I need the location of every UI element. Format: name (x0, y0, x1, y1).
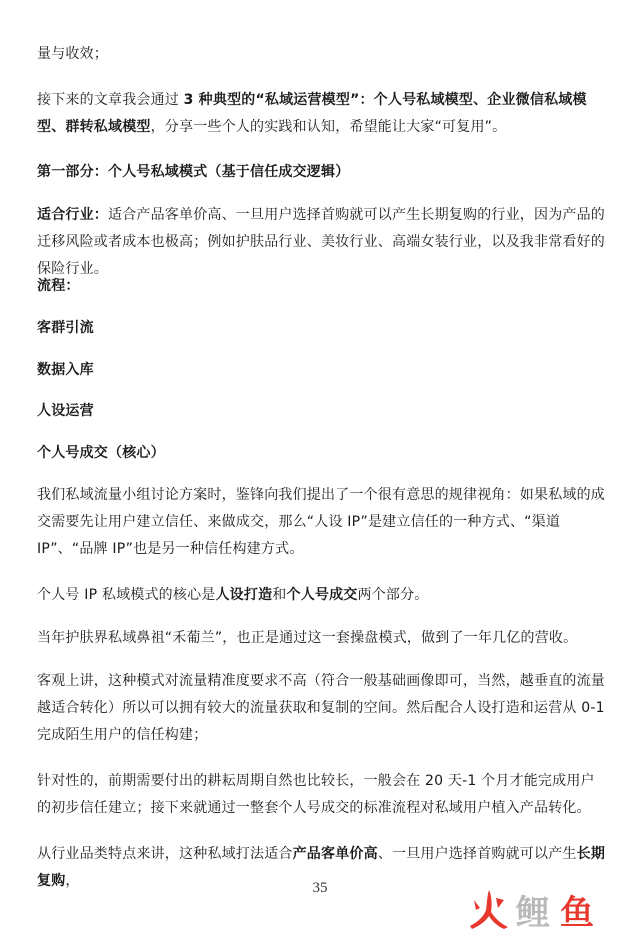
heading-step-data: 数据入库 (37, 362, 94, 378)
category-text: 从行业品类特点来讲，这种私域打法适合 (37, 846, 293, 862)
category-text-end: ， (65, 873, 80, 889)
category-text-mid: 、一旦用户选择首购就可以产生 (377, 846, 577, 862)
paragraph-period: 针对性的，前期需要付出的耕耘周期自然也比较长，一般会在 20 天-1 个月才能完成用户的初步信任建立；接下来就通过一整套个人号成交的标准流程对私域用户植入产品转化。 (37, 773, 595, 816)
overview-text: 接下来的文章我会通过 (37, 92, 184, 108)
heading-process: 流程： (37, 278, 80, 294)
watermark-text-yu: 鱼 (560, 893, 594, 932)
heading-step-persona: 人设运营 (37, 403, 94, 419)
fire-icon (470, 890, 508, 929)
paragraph-objective: 客观上讲，这种模式对流量精准度要求不高（符合一般基础画像即可，当然，越垂直的流量越适合转化）所以可以拥有较大的流量获取和复制的空间。然后配合人设打造和运营从 0-1 完成陌生用户的信任构建； (37, 673, 605, 743)
section-heading-part1: 第一部分：个人号私域模式（基于信任成交逻辑） (37, 164, 350, 180)
core-parts-text: 个人号 IP 私域模式的核心是 (37, 587, 216, 603)
core-parts-persona-bold: 人设打造 (215, 587, 273, 603)
core-parts-and: 和 (272, 587, 287, 603)
watermark-logo (470, 886, 620, 932)
category-repurchase-bold: 长期复购 (37, 846, 606, 889)
core-parts-conversion-bold: 个人号成交 (286, 587, 358, 603)
category-price-bold: 产品客单价高 (292, 846, 378, 862)
watermark-text-li: 鲤 (516, 893, 550, 932)
core-parts-end: 两个部分。 (357, 587, 429, 603)
overview-models-bold: 3 种典型的“私域运营模型”：个人号私域模型、企业微信私域模型、群转私域模型 (37, 92, 587, 135)
paragraph-core-parts (37, 582, 607, 609)
page-number: 35 (312, 880, 328, 896)
suitable-industry-label: 适合行业： (37, 207, 108, 223)
heading-step-traffic: 客群引流 (37, 320, 94, 336)
overview-text-end: ，分享一些个人的实践和认知，希望能让大家“可复用”。 (150, 119, 507, 135)
paragraph-trust-view: 我们私域流量小组讨论方案时，鉴锋向我们提出了一个很有意思的规律视角：如果私域的成交需要先让用户建立信任、来做成交，那么“人设 IP”是建立信任的一种方式、“渠道 IP”、“品牌 IP”也是另一种信任构建方式。 (37, 487, 605, 557)
paragraph-case: 当年护肤界私域鼻祖“禾葡兰”，也正是通过这一套操盘模式，做到了一年几亿的营收。 (37, 630, 578, 646)
heading-step-conversion: 个人号成交（核心） (37, 445, 165, 461)
suitable-industry-text: 适合产品客单价高、一旦用户选择首购就可以产生长期复购的行业，因为产品的迁移风险或者成本也极高；例如护肤品行业、美妆行业、高端女装行业，以及我非常看好的保险行业。 (37, 207, 605, 277)
paragraph-intro-end: 量与收效； (37, 46, 108, 62)
paragraph-overview (37, 87, 607, 141)
paragraph-suitable-industry (37, 202, 607, 283)
